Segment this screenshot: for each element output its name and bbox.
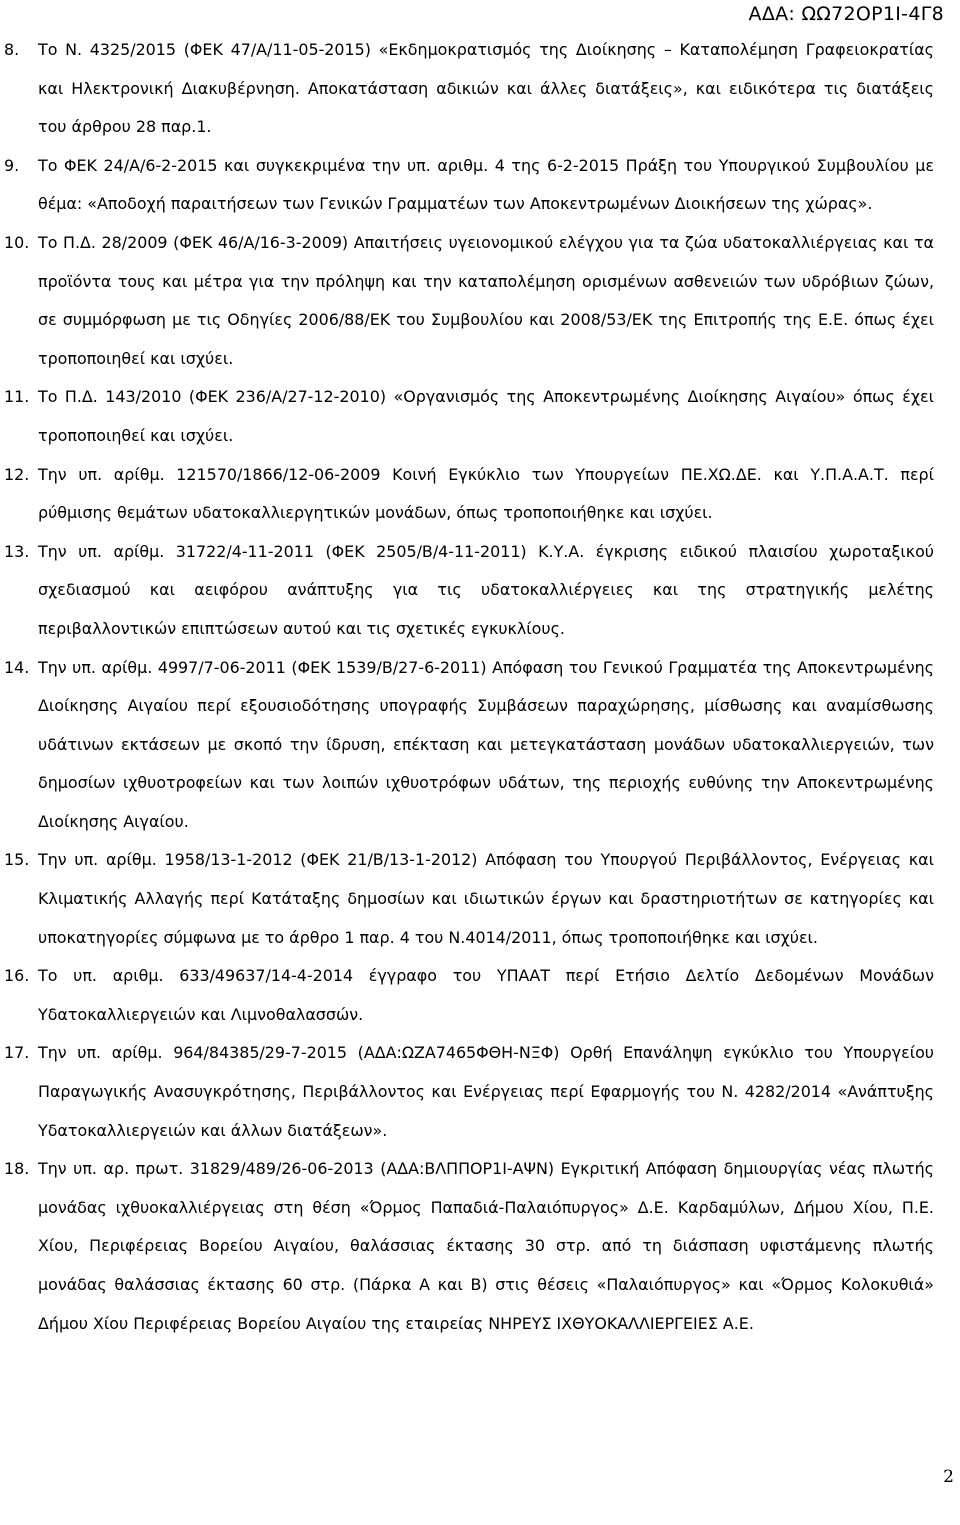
item-number: 15. bbox=[4, 850, 30, 870]
item-number: 16. bbox=[4, 966, 30, 986]
item-number: 18. bbox=[4, 1159, 30, 1179]
list-item bbox=[4, 1034, 934, 1150]
item-number: 9. bbox=[4, 155, 20, 175]
item-text: Την υπ. αρίθμ. 31722/4-11-2011 (ΦΕΚ 2505/Β/4-11-2011) Κ.Υ.Α. έγκρισης ειδικού πλαισίου χωροταξικού σχεδιασμού και αειφόρου ανάπτυξης για τις υδατοκαλλιέργειες και της στρατηγικής μελέτης περιβαλλοντικών επιπτώσεων αυτού και τις σχετικές εγκυκλίους. bbox=[38, 541, 934, 638]
item-number: 10. bbox=[4, 232, 30, 252]
ada-code: ΑΔΑ: ΩΩ72ΟΡ1Ι-4Γ8 bbox=[748, 3, 944, 25]
legal-references-list bbox=[0, 31, 960, 1343]
item-number: 12. bbox=[4, 464, 30, 484]
item-text: Την υπ. αρίθμ. 121570/1866/12-06-2009 Κοινή Εγκύκλιο των Υπουργείων ΠΕ.ΧΩ.ΔΕ. και Υ.Π.Α.Α.Τ. περί ρύθμισης θεμάτων υδατοκαλλιεργητικών μονάδων, όπως τροποποιήθηκε και ισχύει. bbox=[38, 464, 934, 523]
item-number: 17. bbox=[4, 1043, 30, 1063]
item-text: Το Π.Δ. 28/2009 (ΦΕΚ 46/Α/16-3-2009) Απαιτήσεις υγειονομικού ελέγχου για τα ζώα υδατοκαλλιέργειας και τα προϊόντα τους και μέτρα για την πρόληψη και την καταπολέμηση ορισμένων ασθενειών των υδρόβιων ζώων, σε συμμόρφωση με τις Οδηγίες 2006/88/ΕΚ του Συμβουλίου και 2008/53/ΕΚ της Επιτροπής της Ε.Ε. όπως έχει τροποποιηθεί και ισχύει. bbox=[38, 232, 934, 368]
item-text: Την υπ. αρίθμ. 4997/7-06-2011 (ΦΕΚ 1539/Β/27-6-2011) Απόφαση του Γενικού Γραμματέα της Αποκεντρωμένης Διοίκησης Αιγαίου περί εξουσιοδότησης υπογραφής Συμβάσεων παραχώρησης, μίσθωσης και αναμίσθωσης υδάτινων εκτάσεων με σκοπό την ίδρυση, επέκταση και μετεγκατάσταση μονάδων υδατοκαλλιεργειών, των δημοσίων ιχθυοτροφείων και των λοιπών ιχθυοτρόφων υδάτων, της περιοχής ευθύνης την Αποκεντρωμένης Διοίκησης Αιγαίου. bbox=[38, 657, 934, 831]
list-item bbox=[4, 378, 934, 455]
item-number: 8. bbox=[4, 40, 20, 59]
item-text: Την υπ. αρίθμ. 1958/13-1-2012 (ΦΕΚ 21/Β/13-1-2012) Απόφαση του Υπουργού Περιβάλλοντος, Ενέργειας και Κλιματικής Αλλαγής περί Κατάταξης δημοσίων και ιδιωτικών έργων και δραστηριοτήτων σε κατηγορίες και υποκατηγορίες σύμφωνα με το άρθρο 1 παρ. 4 του Ν.4014/2011, όπως τροποποιήθηκε και ισχύει. bbox=[38, 850, 934, 947]
list-item bbox=[4, 31, 934, 147]
page-number: 2 bbox=[943, 1467, 954, 1487]
item-text: Το Π.Δ. 143/2010 (ΦΕΚ 236/Α/27-12-2010) «Οργανισμός της Αποκεντρωμένης Διοίκησης Αιγαίου» όπως έχει τροποποιηθεί και ισχύει. bbox=[38, 387, 934, 445]
list-item bbox=[4, 456, 934, 533]
item-text: Την υπ. αρίθμ. 964/84385/29-7-2015 (ΑΔΑ:ΩΖΑ7465ΦΘΗ-ΝΞΦ) Ορθή Επανάληψη εγκύκλιο του Υπουργείου Παραγωγικής Ανασυγκρότησης, Περιβάλλοντος και Ενέργειας περί Εφαρμογής του Ν. 4282/2014 «Ανάπτυξης Υδατοκαλλιεργειών και άλλων διατάξεων». bbox=[38, 1043, 934, 1140]
item-text: Την υπ. αρ. πρωτ. 31829/489/26-06-2013 (ΑΔΑ:ΒΛΠΠΟΡ1Ι-ΑΨΝ) Εγκριτική Απόφαση δημιουργίας νέας πλωτής μονάδας ιχθυοκαλλιέργειας στη θέση «Όρμος Παπαδιά-Παλαιόπυργος» Δ.Ε. Καρδαμύλων, Δήμου Χίου, Π.Ε. Χίου, Περιφέρειας Βορείου Αιγαίου, θαλάσσιας έκτασης 30 στρ. από τη διάσπαση υφιστάμενης πλωτής μονάδας θαλάσσιας έκτασης 60 στρ. (Πάρκα Α και Β) στις θέσεις «Παλαιόπυργος» και «Όρμος Κολοκυθιά» Δήμου Χίου Περιφέρειας Βορείου Αιγαίου της εταιρείας ΝΗΡΕΥΣ ΙΧΘΥΟΚΑΛΛΙΕΡΓΕΙΕΣ Α.Ε. bbox=[38, 1159, 934, 1333]
item-number: 13. bbox=[4, 541, 30, 561]
list-item bbox=[4, 224, 934, 378]
list-item bbox=[4, 649, 934, 842]
list-item bbox=[4, 1150, 934, 1343]
item-text: Το ΦΕΚ 24/Α/6-2-2015 και συγκεκριμένα την υπ. αριθμ. 4 της 6-2-2015 Πράξη του Υπουργικού Συμβουλίου με θέμα: «Αποδοχή παραιτήσεων των Γενικών Γραμματέων των Αποκεντρωμένων Διοικήσεων της χώρας». bbox=[38, 155, 934, 214]
list-item bbox=[4, 147, 934, 224]
list-item bbox=[4, 957, 934, 1034]
list-item bbox=[4, 533, 934, 649]
item-text: Το Ν. 4325/2015 (ΦΕΚ 47/Α/11-05-2015) «Εκδημοκρατισμός της Διοίκησης – Καταπολέμηση Γραφειοκρατίας και Ηλεκτρονική Διακυβέρνηση. Αποκατάσταση αδικιών και άλλες διατάξεις», και ειδικότερα τις διατάξεις του άρθρου 28 παρ.1. bbox=[38, 40, 934, 137]
item-number: 11. bbox=[4, 387, 30, 407]
item-number: 14. bbox=[4, 657, 30, 677]
list-item bbox=[4, 841, 934, 957]
item-text: Το υπ. αριθμ. 633/49637/14-4-2014 έγγραφο του ΥΠΑΑΤ περί Ετήσιο Δελτίο Δεδομένων Μονάδων Υδατοκαλλιεργειών και Λιμνοθαλασσών. bbox=[38, 966, 934, 1024]
